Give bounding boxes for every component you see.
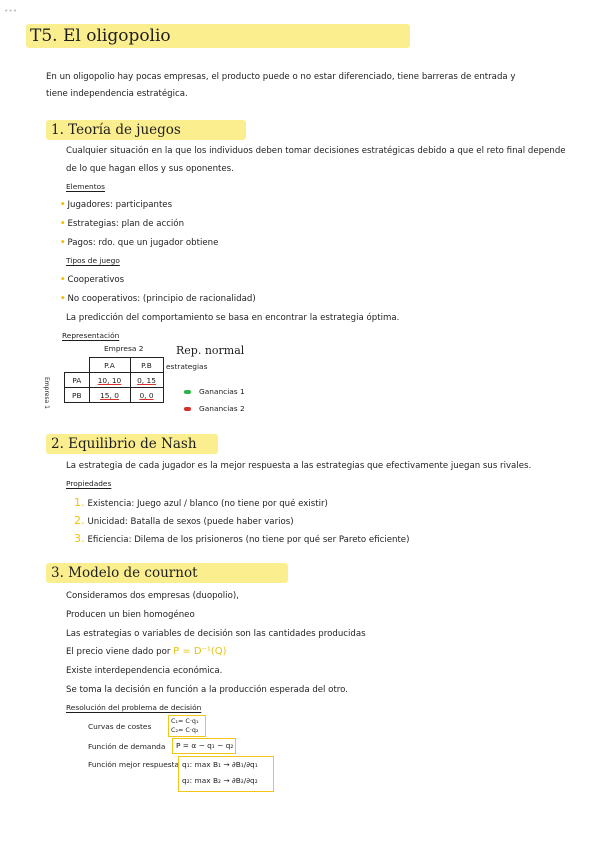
- resolution-title: Resolución del problema de decisión: [66, 703, 202, 712]
- col-header: P.A: [89, 358, 130, 373]
- respuesta-box: q₁: max B₁ → ∂B₁/∂q₁ q₂: max B₂ → ∂B₂/∂q₂: [178, 756, 274, 792]
- costes-box: C₁= C·q₁ C₂= C·q₂: [168, 715, 206, 737]
- props-title: Propiedades: [66, 479, 112, 488]
- element-item: • Estrategias: plan de acción: [60, 219, 185, 229]
- prediction-text: La predicción del comportamiento se basa en encontrar la estrategia óptima.: [66, 313, 400, 323]
- type-item: • No cooperativos: (principio de racionalidad): [60, 294, 256, 304]
- estrategias-label: estrategias: [166, 362, 208, 371]
- element-item: • Jugadores: participantes: [60, 200, 173, 210]
- prop-item: 1. Existencia: Juego azul / blanco (no tiene por qué existir): [74, 496, 328, 509]
- legend-item: Ganancias 1: [184, 387, 245, 397]
- empresa-2-label: Empresa 2: [104, 344, 144, 353]
- cournot-line: Se toma la decisión en función a la producción esperada del otro.: [66, 685, 348, 695]
- green-dot-icon: [184, 390, 191, 394]
- payoff-cell: 15, 0: [89, 388, 130, 403]
- demanda-box: P = α − q₁ − q₂: [172, 738, 236, 754]
- price-line: El precio viene dado por P = D⁻¹(Q): [66, 646, 227, 657]
- legend-item: Ganancias 2: [184, 404, 245, 414]
- costes-label: Curvas de costes: [88, 722, 152, 731]
- payoff-matrix: [64, 357, 164, 403]
- elements-title: Elementos: [66, 182, 105, 191]
- page-title: T5. El oligopolio: [26, 24, 410, 48]
- s1-def-line-1: Cualquier situación en la que los individuos deben tomar decisiones estratégicas debido a que el reto final depende: [66, 146, 566, 156]
- corner-mark: •••: [4, 6, 18, 15]
- cournot-line: Existe interdependencia económica.: [66, 666, 223, 676]
- respuesta-label: Función mejor respuesta: [88, 760, 180, 769]
- element-item: • Pagos: rdo. que un jugador obtiene: [60, 238, 219, 248]
- row-label: PB: [65, 388, 90, 403]
- prop-item: 3. Eficiencia: Dilema de los prisioneros (no tiene por qué ser Pareto eficiente): [74, 532, 410, 545]
- intro-line-2: tiene independencia estratégica.: [46, 89, 188, 99]
- types-title: Tipos de juego: [66, 256, 120, 265]
- red-dot-icon: [184, 407, 191, 411]
- cournot-line: Consideramos dos empresas (duopolio),: [66, 591, 239, 601]
- representation-title: Representación: [62, 331, 120, 340]
- prop-item: 2. Unicidad: Batalla de sexos (puede haber varios): [74, 514, 294, 527]
- payoff-cell: 0, 15: [130, 373, 163, 388]
- row-label: PA: [65, 373, 90, 388]
- col-header: P.B: [130, 358, 163, 373]
- section-3-heading: 3. Modelo de cournot: [46, 563, 288, 583]
- cournot-line: Producen un bien homogéneo: [66, 610, 195, 620]
- payoff-cell: 0, 0: [130, 388, 163, 403]
- intro-line-1: En un oligopolio hay pocas empresas, el producto puede o no estar diferenciado, tiene barreras de entrada y: [46, 72, 516, 82]
- rep-normal-label: Rep. normal: [176, 344, 245, 357]
- price-formula: P = D⁻¹(Q): [173, 646, 227, 657]
- type-item: • Cooperativos: [60, 275, 125, 285]
- section-2-heading: 2. Equilibrio de Nash: [46, 434, 218, 454]
- cournot-line: Las estrategias o variables de decisión son las cantidades producidas: [66, 629, 366, 639]
- nash-def: La estrategia de cada jugador es la mejor respuesta a las estrategias que efectivamente juegan sus rivales.: [66, 461, 532, 471]
- section-1-heading: 1. Teoría de juegos: [46, 120, 246, 140]
- payoff-cell: 10, 10: [89, 373, 130, 388]
- empresa-1-label: Empresa 1: [43, 377, 50, 409]
- s1-def-line-2: de lo que hagan ellos y sus oponentes.: [66, 164, 234, 174]
- demanda-label: Función de demanda: [88, 742, 166, 751]
